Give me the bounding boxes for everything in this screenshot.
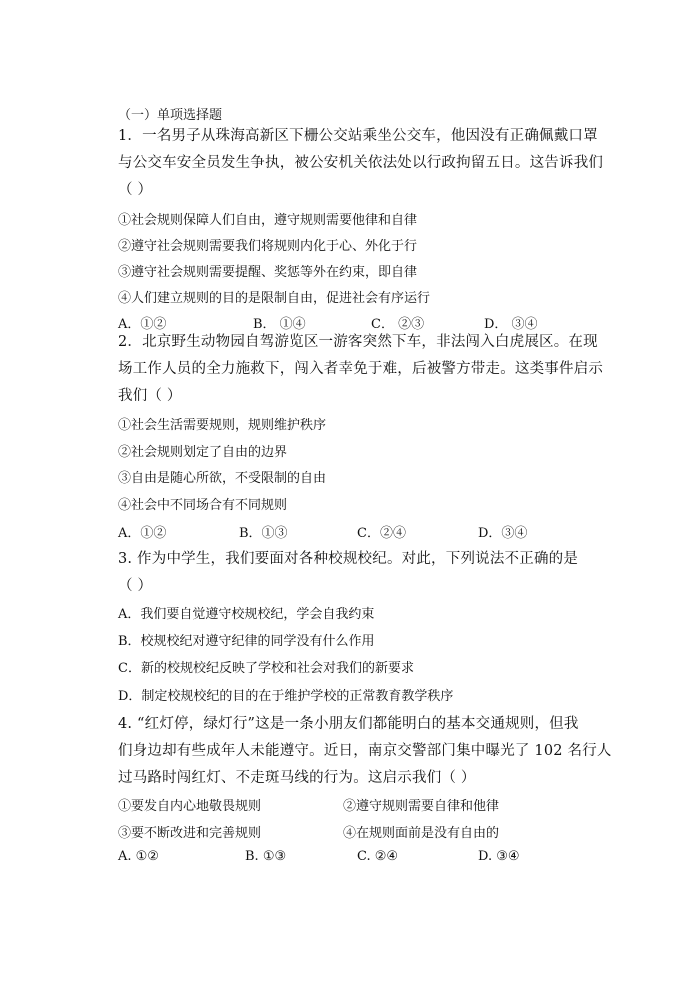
q4-statement-2: ②遵守规则需要自律和他律 bbox=[343, 799, 500, 814]
q4-statement-4: ④在规则面前是没有自由的 bbox=[343, 826, 500, 841]
q2-statement-2: ②社会规则划定了自由的边界 bbox=[118, 445, 288, 460]
q3-option-a: A．我们要自觉遵守校规校纪，学会自我约束 bbox=[118, 607, 375, 622]
section-title: （一）单项选择题 bbox=[118, 108, 223, 123]
q2-option-d: D．③④ bbox=[478, 526, 528, 541]
q1-statement-3: ③遵守社会规则需要提醒、奖惩等外在约束，即自律 bbox=[118, 265, 418, 280]
q4-stem-line-3: 过马路时闯红灯、不走斑马线的行为。这启示我们（ ） bbox=[118, 770, 476, 786]
q3-option-b: B．校规校纪对遵守纪律的同学没有什么作用 bbox=[118, 634, 375, 649]
q1-stem-line-2: 与公交车安全员发生争执，被公安机关依法处以行政拘留五日。这告诉我们 bbox=[118, 155, 604, 171]
q2-statement-4: ④社会中不同场合有不同规则 bbox=[118, 498, 288, 513]
q3-option-d: D．制定校规校纪的目的在于维护学校的正常教育教学秩序 bbox=[118, 689, 454, 704]
q1-option-a: A．①② bbox=[118, 317, 167, 332]
q2-option-c: C．②④ bbox=[357, 526, 406, 541]
q4-option-a: A. ①② bbox=[118, 849, 159, 864]
q4-option-d: D. ③④ bbox=[478, 849, 520, 864]
q1-answer-bracket: （ ） bbox=[118, 182, 153, 198]
q1-statement-2: ②遵守社会规则需要我们将规则内化于心、外化于行 bbox=[118, 239, 418, 254]
q4-option-c: C. ②④ bbox=[357, 849, 399, 864]
q2-option-a: A．①② bbox=[118, 526, 167, 541]
q1-option-b: B． ①④ bbox=[253, 317, 306, 332]
q2-stem-line-1: 2．北京野生动物园自驾游览区一游客突然下车，非法闯入白虎展区。在现 bbox=[118, 334, 598, 350]
q1-statement-4: ④人们建立规则的目的是限制自由，促进社会有序运行 bbox=[118, 291, 431, 306]
q2-stem-line-3: 我们（ ） bbox=[118, 388, 182, 404]
q4-stem-line-1: 4. “红灯停，绿灯行”这是一条小朋友们都能明白的基本交通规则，但我 bbox=[118, 716, 579, 732]
q2-statement-3: ③自由是随心所欲，不受限制的自由 bbox=[118, 471, 327, 486]
q2-option-b: B．①③ bbox=[239, 526, 288, 541]
q2-statement-1: ①社会生活需要规则，规则维护秩序 bbox=[118, 418, 327, 433]
q4-stem-line-2: 们身边却有些成年人未能遵守。近日，南京交警部门集中曝光了 102 名行人 bbox=[118, 743, 612, 759]
q3-option-c: C．新的校规校纪反映了学校和社会对我们的新要求 bbox=[118, 661, 414, 676]
q1-statement-1: ①社会规则保障人们自由，遵守规则需要他律和自律 bbox=[118, 213, 418, 228]
q1-stem-line-1: 1．一名男子从珠海高新区下栅公交站乘坐公交车，他因没有正确佩戴口罩 bbox=[118, 128, 598, 144]
q3-stem-line-1: 3. 作为中学生，我们要面对各种校规校纪。对此，下列说法不正确的是 bbox=[118, 551, 579, 567]
q4-option-b: B. ①③ bbox=[245, 849, 287, 864]
q4-statement-3: ③要不断改进和完善规则 bbox=[118, 826, 262, 841]
q1-option-c: C． ②③ bbox=[371, 317, 425, 332]
q4-statement-1: ①要发自内心地敬畏规则 bbox=[118, 799, 262, 814]
q2-stem-line-2: 场工作人员的全力施救下，闯入者幸免于难，后被警方带走。这类事件启示 bbox=[118, 361, 604, 377]
q3-answer-bracket: （ ） bbox=[118, 578, 153, 594]
q1-option-d: D． ③④ bbox=[484, 317, 538, 332]
